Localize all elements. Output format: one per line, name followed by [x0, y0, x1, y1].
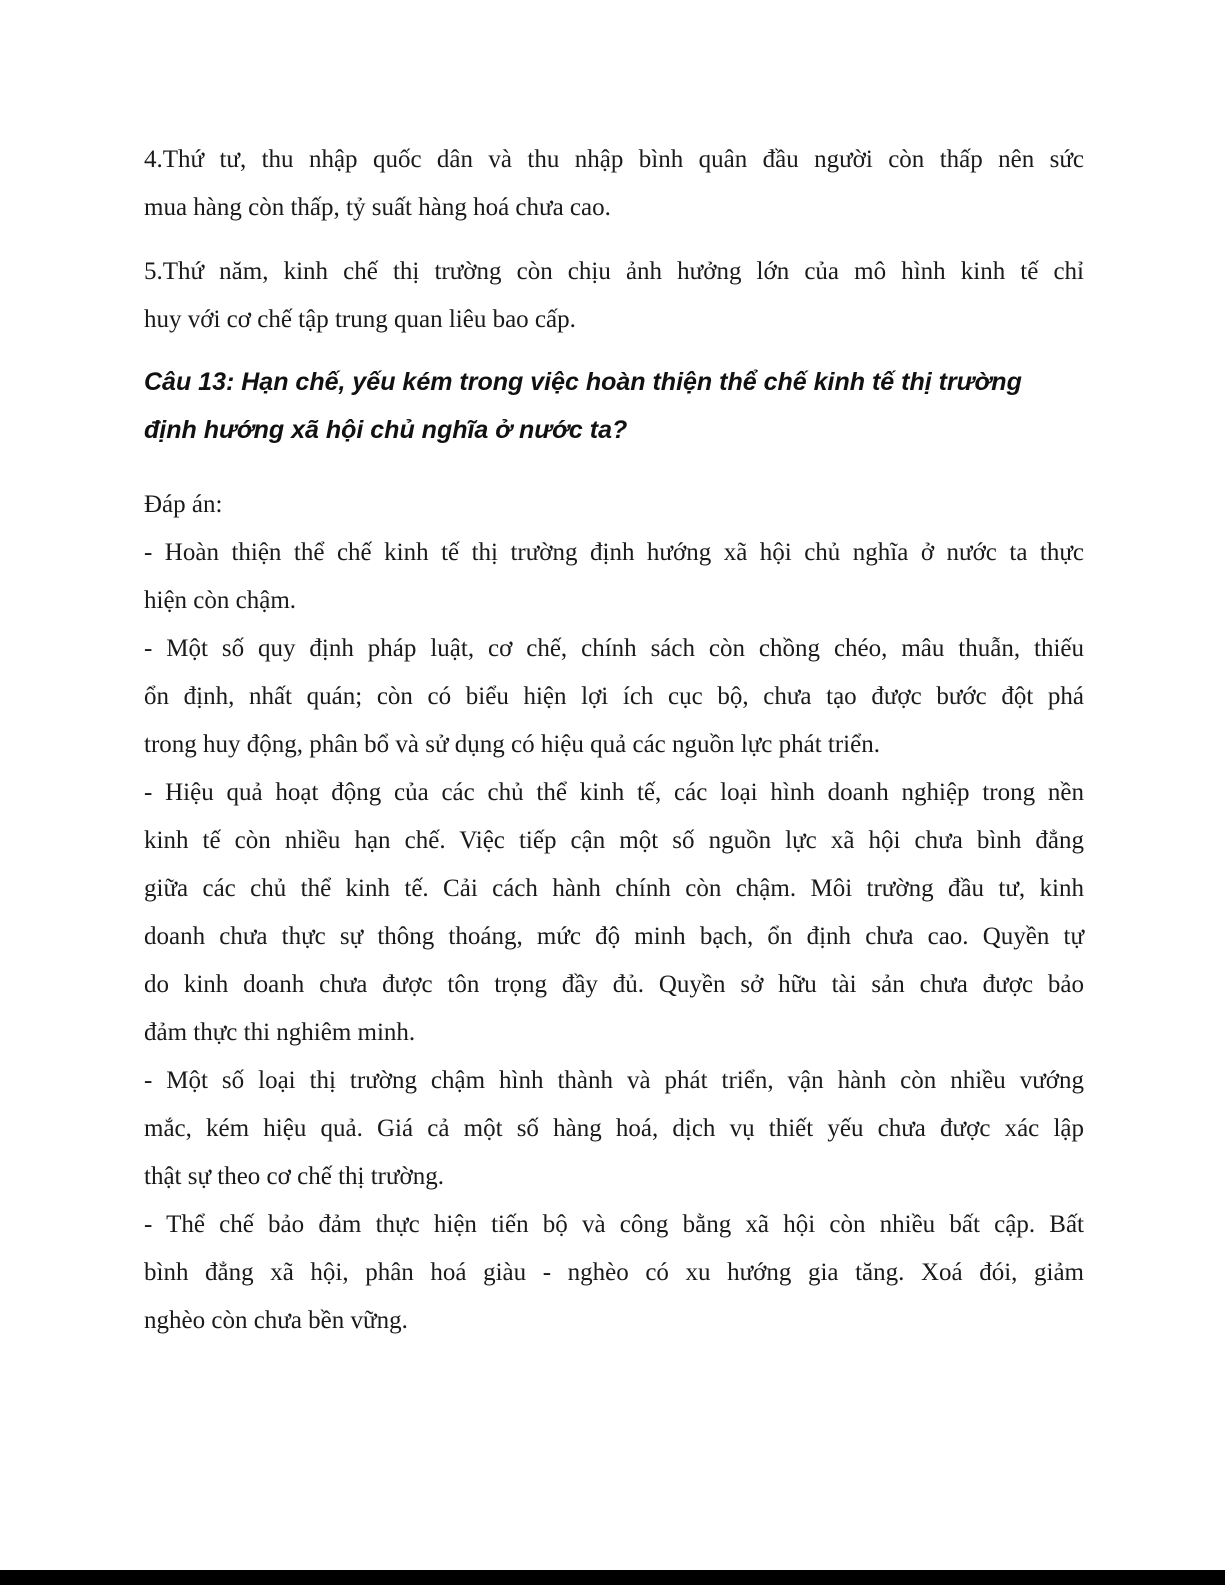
heading-line: Câu 13: Hạn chế, yếu kém trong việc hoàn thiện thể chế kinh tế thị trường — [144, 368, 1022, 396]
page-bottom-border — [0, 1570, 1225, 1585]
paragraph-line: mua hàng còn thấp, tỷ suất hàng hoá chưa cao. — [144, 194, 611, 221]
paragraph-line: 4.Thứ tư, thu nhập quốc dân và thu nhập bình quân đầu người còn thấp nên sức — [144, 146, 1084, 173]
paragraph-line: 5.Thứ năm, kinh chế thị trường còn chịu ảnh hưởng lớn của mô hình kinh tế chỉ — [144, 258, 1084, 285]
paragraph-line: huy với cơ chế tập trung quan liêu bao cấp. — [144, 306, 576, 333]
paragraph-line: mắc, kém hiệu quả. Giá cả một số hàng hoá, dịch vụ thiết yếu chưa được xác lập — [144, 1115, 1084, 1142]
paragraph-line: - Một số quy định pháp luật, cơ chế, chính sách còn chồng chéo, mâu thuẫn, thiếu — [144, 635, 1084, 662]
paragraph-line: - Thể chế bảo đảm thực hiện tiến bộ và công bằng xã hội còn nhiều bất cập. Bất — [144, 1211, 1084, 1238]
paragraph-line: bình đẳng xã hội, phân hoá giàu - nghèo có xu hướng gia tăng. Xoá đói, giảm — [144, 1259, 1084, 1286]
paragraph-line: ổn định, nhất quán; còn có biểu hiện lợi ích cục bộ, chưa tạo được bước đột phá — [144, 683, 1084, 710]
paragraph-line: giữa các chủ thể kinh tế. Cải cách hành chính còn chậm. Môi trường đầu tư, kinh — [144, 875, 1084, 902]
answer-item-4 — [144, 1057, 1084, 1201]
paragraph-line: trong huy động, phân bổ và sử dụng có hiệu quả các nguồn lực phát triển. — [144, 731, 880, 758]
paragraph-5 — [144, 248, 1084, 344]
answer-item-5 — [144, 1201, 1084, 1345]
paragraph-line: - Một số loại thị trường chậm hình thành và phát triển, vận hành còn nhiều vướng — [144, 1067, 1084, 1094]
heading-line: định hướng xã hội chủ nghĩa ở nước ta? — [144, 416, 628, 444]
answer-item-3 — [144, 769, 1084, 1057]
answer-item-2 — [144, 625, 1084, 769]
paragraph-line: - Hoàn thiện thể chế kinh tế thị trường định hướng xã hội chủ nghĩa ở nước ta thực — [144, 539, 1084, 566]
answer-item-1 — [144, 529, 1084, 625]
paragraph-line: - Hiệu quả hoạt động của các chủ thể kinh tế, các loại hình doanh nghiệp trong nền — [144, 779, 1084, 806]
question-heading — [144, 358, 1084, 454]
answer-label — [144, 481, 1084, 529]
paragraph-line: hiện còn chậm. — [144, 587, 297, 614]
paragraph-line: do kinh doanh chưa được tôn trọng đầy đủ. Quyền sở hữu tài sản chưa được bảo — [144, 971, 1084, 998]
paragraph-line: nghèo còn chưa bền vững. — [144, 1307, 408, 1334]
paragraph-line: đảm thực thi nghiêm minh. — [144, 1019, 416, 1046]
answer-label-text: Đáp án: — [144, 491, 223, 518]
paragraph-line: doanh chưa thực sự thông thoáng, mức độ minh bạch, ổn định chưa cao. Quyền tự — [144, 923, 1084, 950]
paragraph-4 — [144, 136, 1084, 232]
paragraph-line: kinh tế còn nhiều hạn chế. Việc tiếp cận một số nguồn lực xã hội chưa bình đẳng — [144, 827, 1084, 854]
paragraph-line: thật sự theo cơ chế thị trường. — [144, 1163, 444, 1190]
